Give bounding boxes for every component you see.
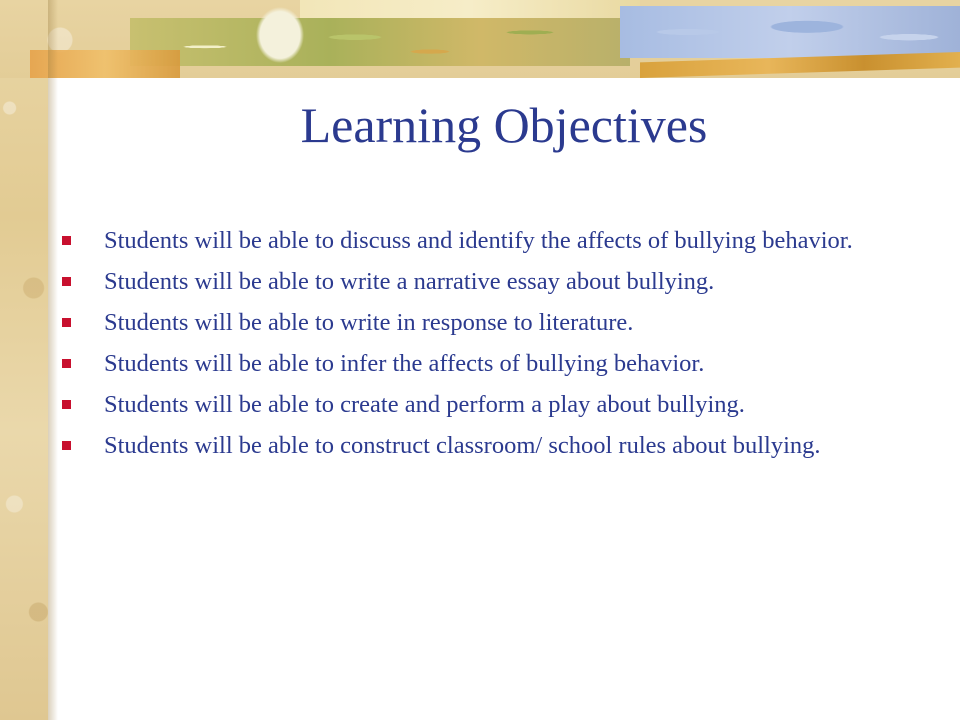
- list-item-text: Students will be able to construct classroom/ school rules about bullying.: [104, 432, 821, 459]
- objectives-list: [60, 224, 930, 470]
- square-bullet-icon: [62, 236, 71, 245]
- list-item: [60, 306, 930, 339]
- list-item: [60, 347, 930, 380]
- square-bullet-icon: [62, 277, 71, 286]
- decorative-strip-blue: [620, 6, 960, 58]
- list-item: [60, 429, 930, 462]
- decorative-strip-leaves: [130, 18, 630, 66]
- list-item-text: Students will be able to infer the affects of bullying behavior.: [104, 350, 705, 377]
- list-item: [60, 224, 930, 257]
- decorative-leaf-highlight: [250, 0, 310, 70]
- square-bullet-icon: [62, 400, 71, 409]
- square-bullet-icon: [62, 441, 71, 450]
- list-item: [60, 265, 930, 298]
- slide-title: Learning Objectives: [300, 97, 708, 153]
- list-item-text: Students will be able to write in response to literature.: [104, 309, 634, 336]
- square-bullet-icon: [62, 318, 71, 327]
- list-item: [60, 388, 930, 421]
- list-item-text: Students will be able to discuss and identify the affects of bullying behavior.: [104, 227, 853, 254]
- list-item-text: Students will be able to create and perform a play about bullying.: [104, 391, 745, 418]
- square-bullet-icon: [62, 359, 71, 368]
- left-decorative-band: [0, 0, 48, 720]
- list-item-text: Students will be able to write a narrative essay about bullying.: [104, 268, 715, 295]
